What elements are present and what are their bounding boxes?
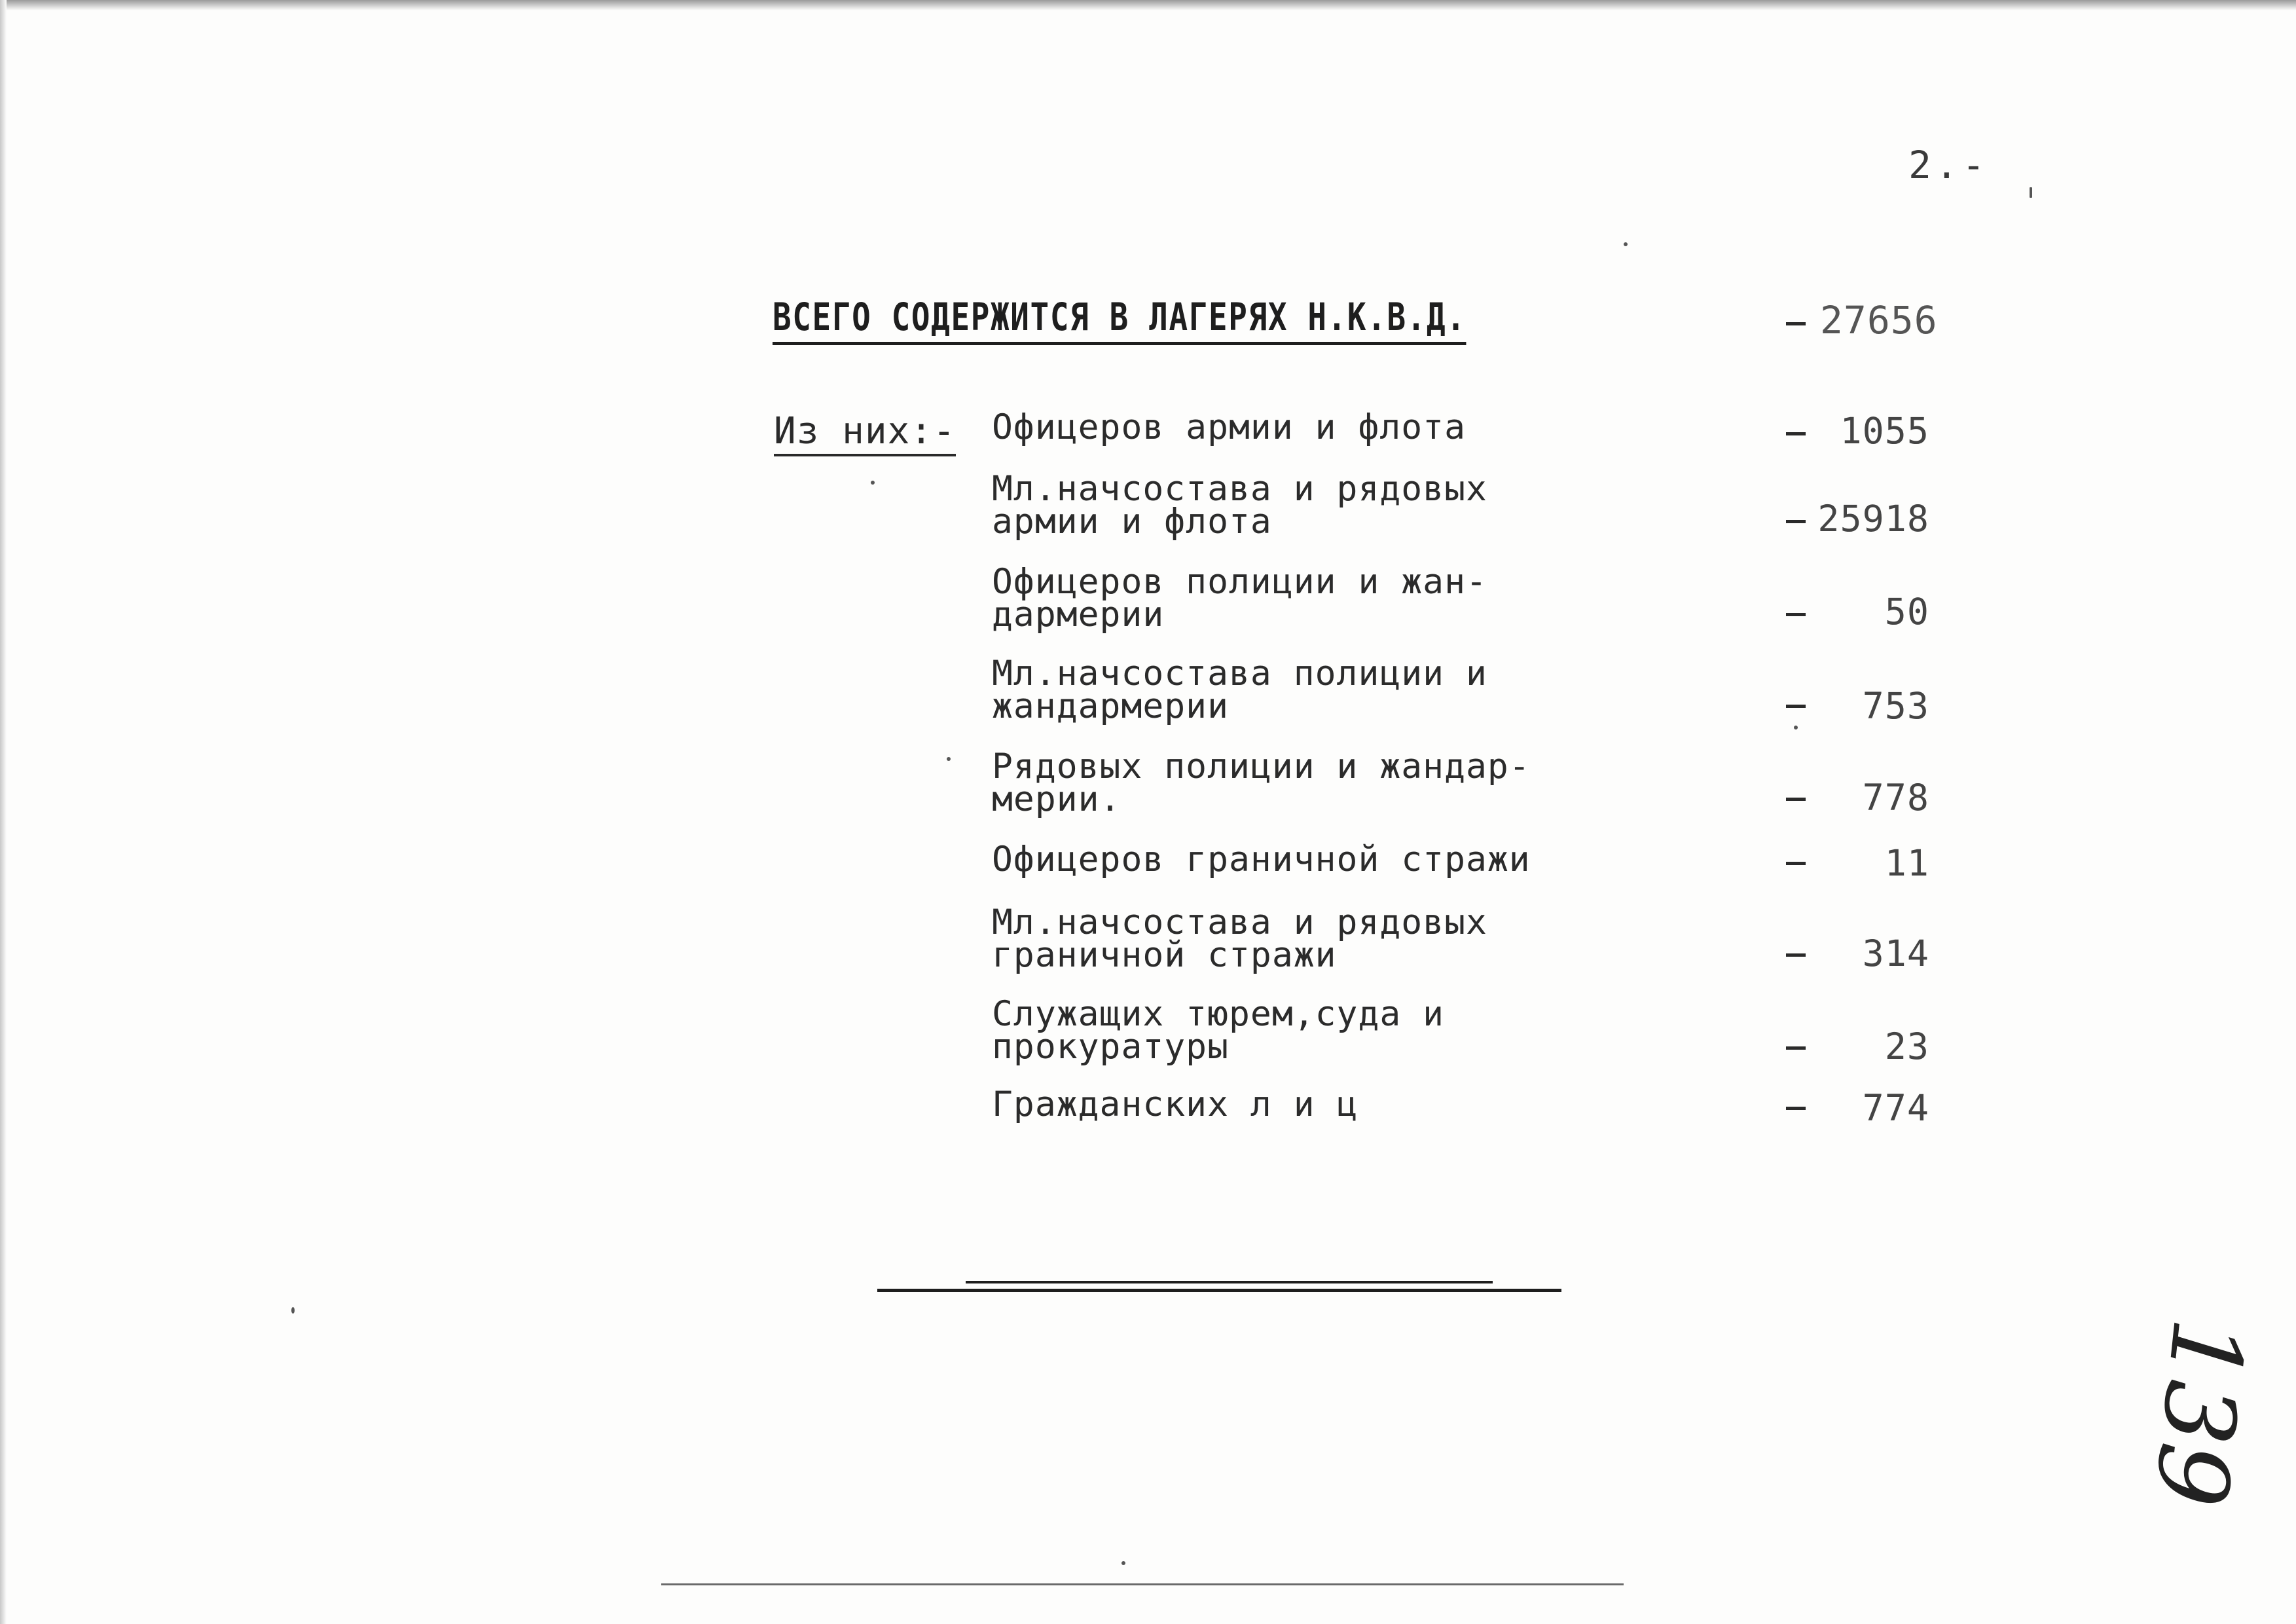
- row-label: Служащих тюрем,суда и прокуратуры: [992, 994, 1445, 1067]
- row-label: Офицеров граничной стражи: [992, 840, 1531, 879]
- row-dash: [1786, 953, 1806, 957]
- row-value: 778: [1862, 777, 1929, 819]
- row-label: Гражданских л и ц: [992, 1084, 1358, 1124]
- total-dash: [1786, 322, 1806, 325]
- intro-label: [774, 410, 956, 452]
- scan-shadow-left: [0, 0, 7, 1624]
- row-value: 23: [1884, 1025, 1929, 1067]
- row-dash: [1786, 613, 1806, 616]
- scan-speck: [2030, 187, 2032, 198]
- row-label: Мл.начсостава полиции и жандармерии: [992, 654, 1487, 726]
- document-heading: ВСЕГО СОДЕРЖИТСЯ В ЛАГЕРЯХ Н.К.В.Д.: [773, 295, 1467, 345]
- row-value: 25918: [1817, 498, 1929, 540]
- row-label: Мл.начсостава и рядовых граничной стражи: [992, 902, 1487, 975]
- scan-speck: [1624, 242, 1628, 246]
- row-dash: [1786, 1107, 1806, 1110]
- row-value: 774: [1862, 1087, 1929, 1129]
- row-dash: [1786, 1046, 1806, 1050]
- page-number: 2.-: [1908, 143, 1989, 187]
- scan-speck: [1794, 726, 1798, 729]
- row-value: 11: [1884, 842, 1929, 884]
- closing-rule-top: [966, 1281, 1493, 1283]
- scan-speck: [871, 481, 875, 485]
- row-label: Мл.начсостава и рядовых армии и флота: [992, 469, 1487, 542]
- row-label: Рядовых полиции и жандар- мерии.: [992, 747, 1531, 819]
- intro-label-text: Из них:-: [774, 410, 956, 456]
- row-dash: [1786, 798, 1806, 801]
- scan-edge-line: [661, 1583, 1624, 1585]
- row-value: 1055: [1840, 410, 1929, 452]
- row-value: 314: [1862, 932, 1929, 974]
- row-dash: [1786, 520, 1806, 523]
- scan-speck: [947, 757, 951, 761]
- closing-rule-bottom: [877, 1289, 1561, 1292]
- row-dash: [1786, 432, 1806, 435]
- scan-speck: [1121, 1561, 1125, 1565]
- row-value: 50: [1884, 591, 1929, 633]
- scan-shadow-top: [0, 0, 2296, 10]
- handwritten-folio-number: 139: [2132, 1313, 2265, 1512]
- scan-speck: [291, 1307, 295, 1314]
- row-dash: [1786, 705, 1806, 708]
- total-value: 27656: [1820, 298, 1938, 342]
- row-value: 753: [1862, 685, 1929, 727]
- row-label: Офицеров полиции и жан- дармерии: [992, 562, 1487, 635]
- row-label: Офицеров армии и флота: [992, 407, 1466, 447]
- row-dash: [1786, 862, 1806, 865]
